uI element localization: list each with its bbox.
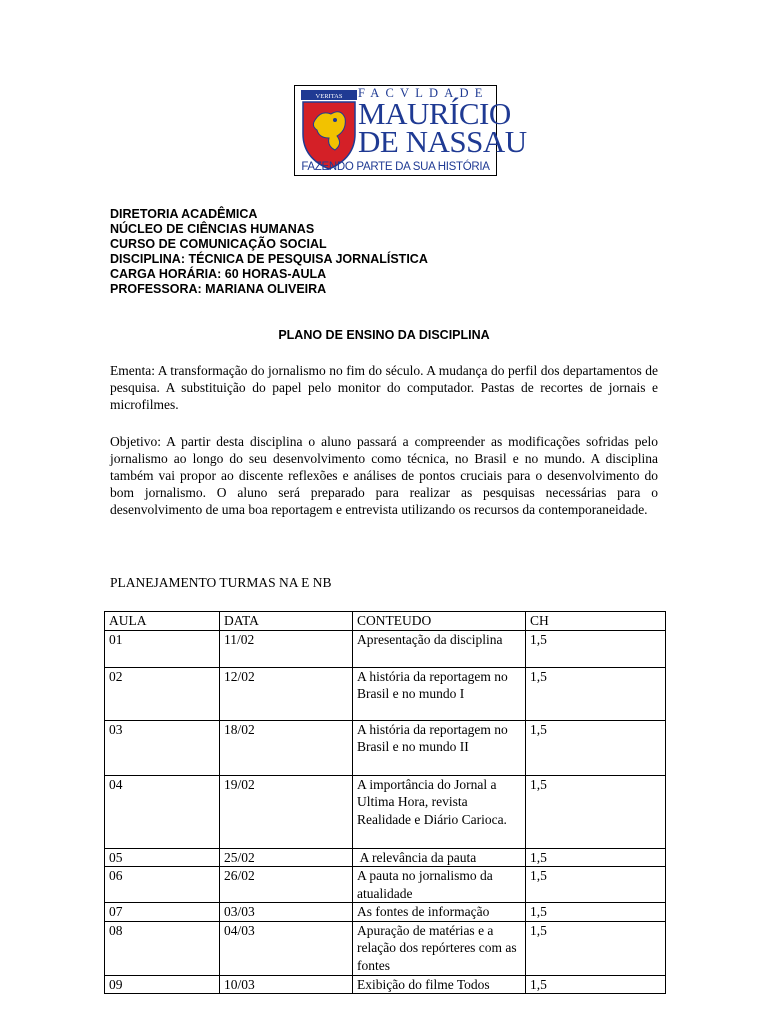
table-row bbox=[105, 720, 666, 775]
logo-slogan: FAZENDO PARTE DA SUA HISTÓRIA bbox=[301, 161, 490, 173]
logo-name-line2: DE NASSAU bbox=[358, 124, 527, 159]
cell-data: 04/03 bbox=[220, 921, 353, 975]
cell-aula: 05 bbox=[105, 848, 220, 867]
cell-conteudo: Apuração de matérias e a relação dos repórteres com as fontes bbox=[353, 921, 526, 975]
cell-conteudo: A pauta no jornalismo da atualidade bbox=[353, 867, 526, 903]
table-row bbox=[105, 775, 666, 848]
cell-conteudo: Exibição do filme Todos bbox=[353, 975, 526, 994]
cell-data: 12/02 bbox=[220, 667, 353, 720]
cell-aula: 02 bbox=[105, 667, 220, 720]
table-row bbox=[105, 975, 666, 994]
cell-aula: 09 bbox=[105, 975, 220, 994]
objetivo-paragraph: Objetivo: A partir desta disciplina o aluno passará a compreender as modificações sofridas pelo jornalismo ao longo do seu desenvolvimento como técnica, no Brasil e no mundo. A disciplina também vai propor ao discente reflexões e análises de pontos cruciais para o desenvolvimento do bom jornalismo. O aluno será preparado para realizar as pesquisas necessárias para o desenvolvimento de uma boa reportagem e entrevista utilizando os recursos da contemporaneidade. bbox=[110, 434, 658, 517]
header-ch: CH bbox=[526, 612, 666, 631]
seal-text: VERITAS bbox=[315, 93, 343, 100]
table-row bbox=[105, 867, 666, 903]
cell-conteudo: A relevância da pauta bbox=[353, 848, 526, 867]
cell-ch: 1,5 bbox=[526, 720, 666, 775]
cell-data: 03/03 bbox=[220, 903, 353, 922]
cell-data: 25/02 bbox=[220, 848, 353, 867]
table-row bbox=[105, 921, 666, 975]
institution-logo bbox=[294, 85, 527, 176]
cell-data: 18/02 bbox=[220, 720, 353, 775]
logo-label-top: FACVLDADE bbox=[358, 86, 489, 100]
header-line-directorate: DIRETORIA ACADÊMICA bbox=[110, 207, 258, 221]
cell-ch: 1,5 bbox=[526, 775, 666, 848]
cell-conteudo: A importância do Jornal a Ultima Hora, revista Realidade e Diário Carioca. bbox=[353, 775, 526, 848]
header-line-nucleus: NÚCLEO DE CIÊNCIAS HUMANAS bbox=[110, 222, 315, 236]
cell-data: 26/02 bbox=[220, 867, 353, 903]
table-row bbox=[105, 667, 666, 720]
cell-aula: 06 bbox=[105, 867, 220, 903]
cell-data: 19/02 bbox=[220, 775, 353, 848]
cell-aula: 04 bbox=[105, 775, 220, 848]
cell-aula: 07 bbox=[105, 903, 220, 922]
schedule-table bbox=[104, 611, 666, 994]
cell-aula: 01 bbox=[105, 630, 220, 667]
cell-conteudo: A história da reportagem no Brasil e no mundo II bbox=[353, 720, 526, 775]
cell-conteudo: Apresentação da disciplina bbox=[353, 630, 526, 667]
table-row bbox=[105, 848, 666, 867]
cell-ch: 1,5 bbox=[526, 921, 666, 975]
logo-name-line1: MAURÍCIO bbox=[358, 96, 511, 131]
seal-icon bbox=[301, 90, 357, 170]
header-line-workload: CARGA HORÁRIA: 60 HORAS-AULA bbox=[110, 267, 327, 281]
table-row bbox=[105, 630, 666, 667]
table-row bbox=[105, 903, 666, 922]
cell-ch: 1,5 bbox=[526, 667, 666, 720]
cell-ch: 1,5 bbox=[526, 848, 666, 867]
course-header bbox=[110, 207, 428, 297]
header-line-discipline: DISCIPLINA: TÉCNICA DE PESQUISA JORNALÍSTICA bbox=[110, 252, 428, 266]
cell-ch: 1,5 bbox=[526, 903, 666, 922]
header-conteudo: CONTEUDO bbox=[353, 612, 526, 631]
header-line-professor: PROFESSORA: MARIANA OLIVEIRA bbox=[110, 282, 327, 296]
cell-ch: 1,5 bbox=[526, 975, 666, 994]
cell-aula: 08 bbox=[105, 921, 220, 975]
cell-conteudo: A história da reportagem no Brasil e no mundo I bbox=[353, 667, 526, 720]
cell-conteudo: As fontes de informação bbox=[353, 903, 526, 922]
cell-aula: 03 bbox=[105, 720, 220, 775]
header-data: DATA bbox=[220, 612, 353, 631]
table-header-row bbox=[105, 612, 666, 631]
plan-title: PLANO DE ENSINO DA DISCIPLINA bbox=[278, 328, 490, 342]
cell-data: 11/02 bbox=[220, 630, 353, 667]
cell-ch: 1,5 bbox=[526, 867, 666, 903]
planning-title: PLANEJAMENTO TURMAS NA E NB bbox=[110, 575, 332, 590]
ementa-paragraph: Ementa: A transformação do jornalismo no fim do século. A mudança do perfil dos departamentos de pesquisa. A substituição do papel pelo monitor do computador. Pastas de recortes de jornais e microfilmes. bbox=[110, 363, 658, 412]
header-line-course: CURSO DE COMUNICAÇÃO SOCIAL bbox=[110, 237, 327, 251]
header-aula: AULA bbox=[105, 612, 220, 631]
cell-ch: 1,5 bbox=[526, 630, 666, 667]
cell-data: 10/03 bbox=[220, 975, 353, 994]
